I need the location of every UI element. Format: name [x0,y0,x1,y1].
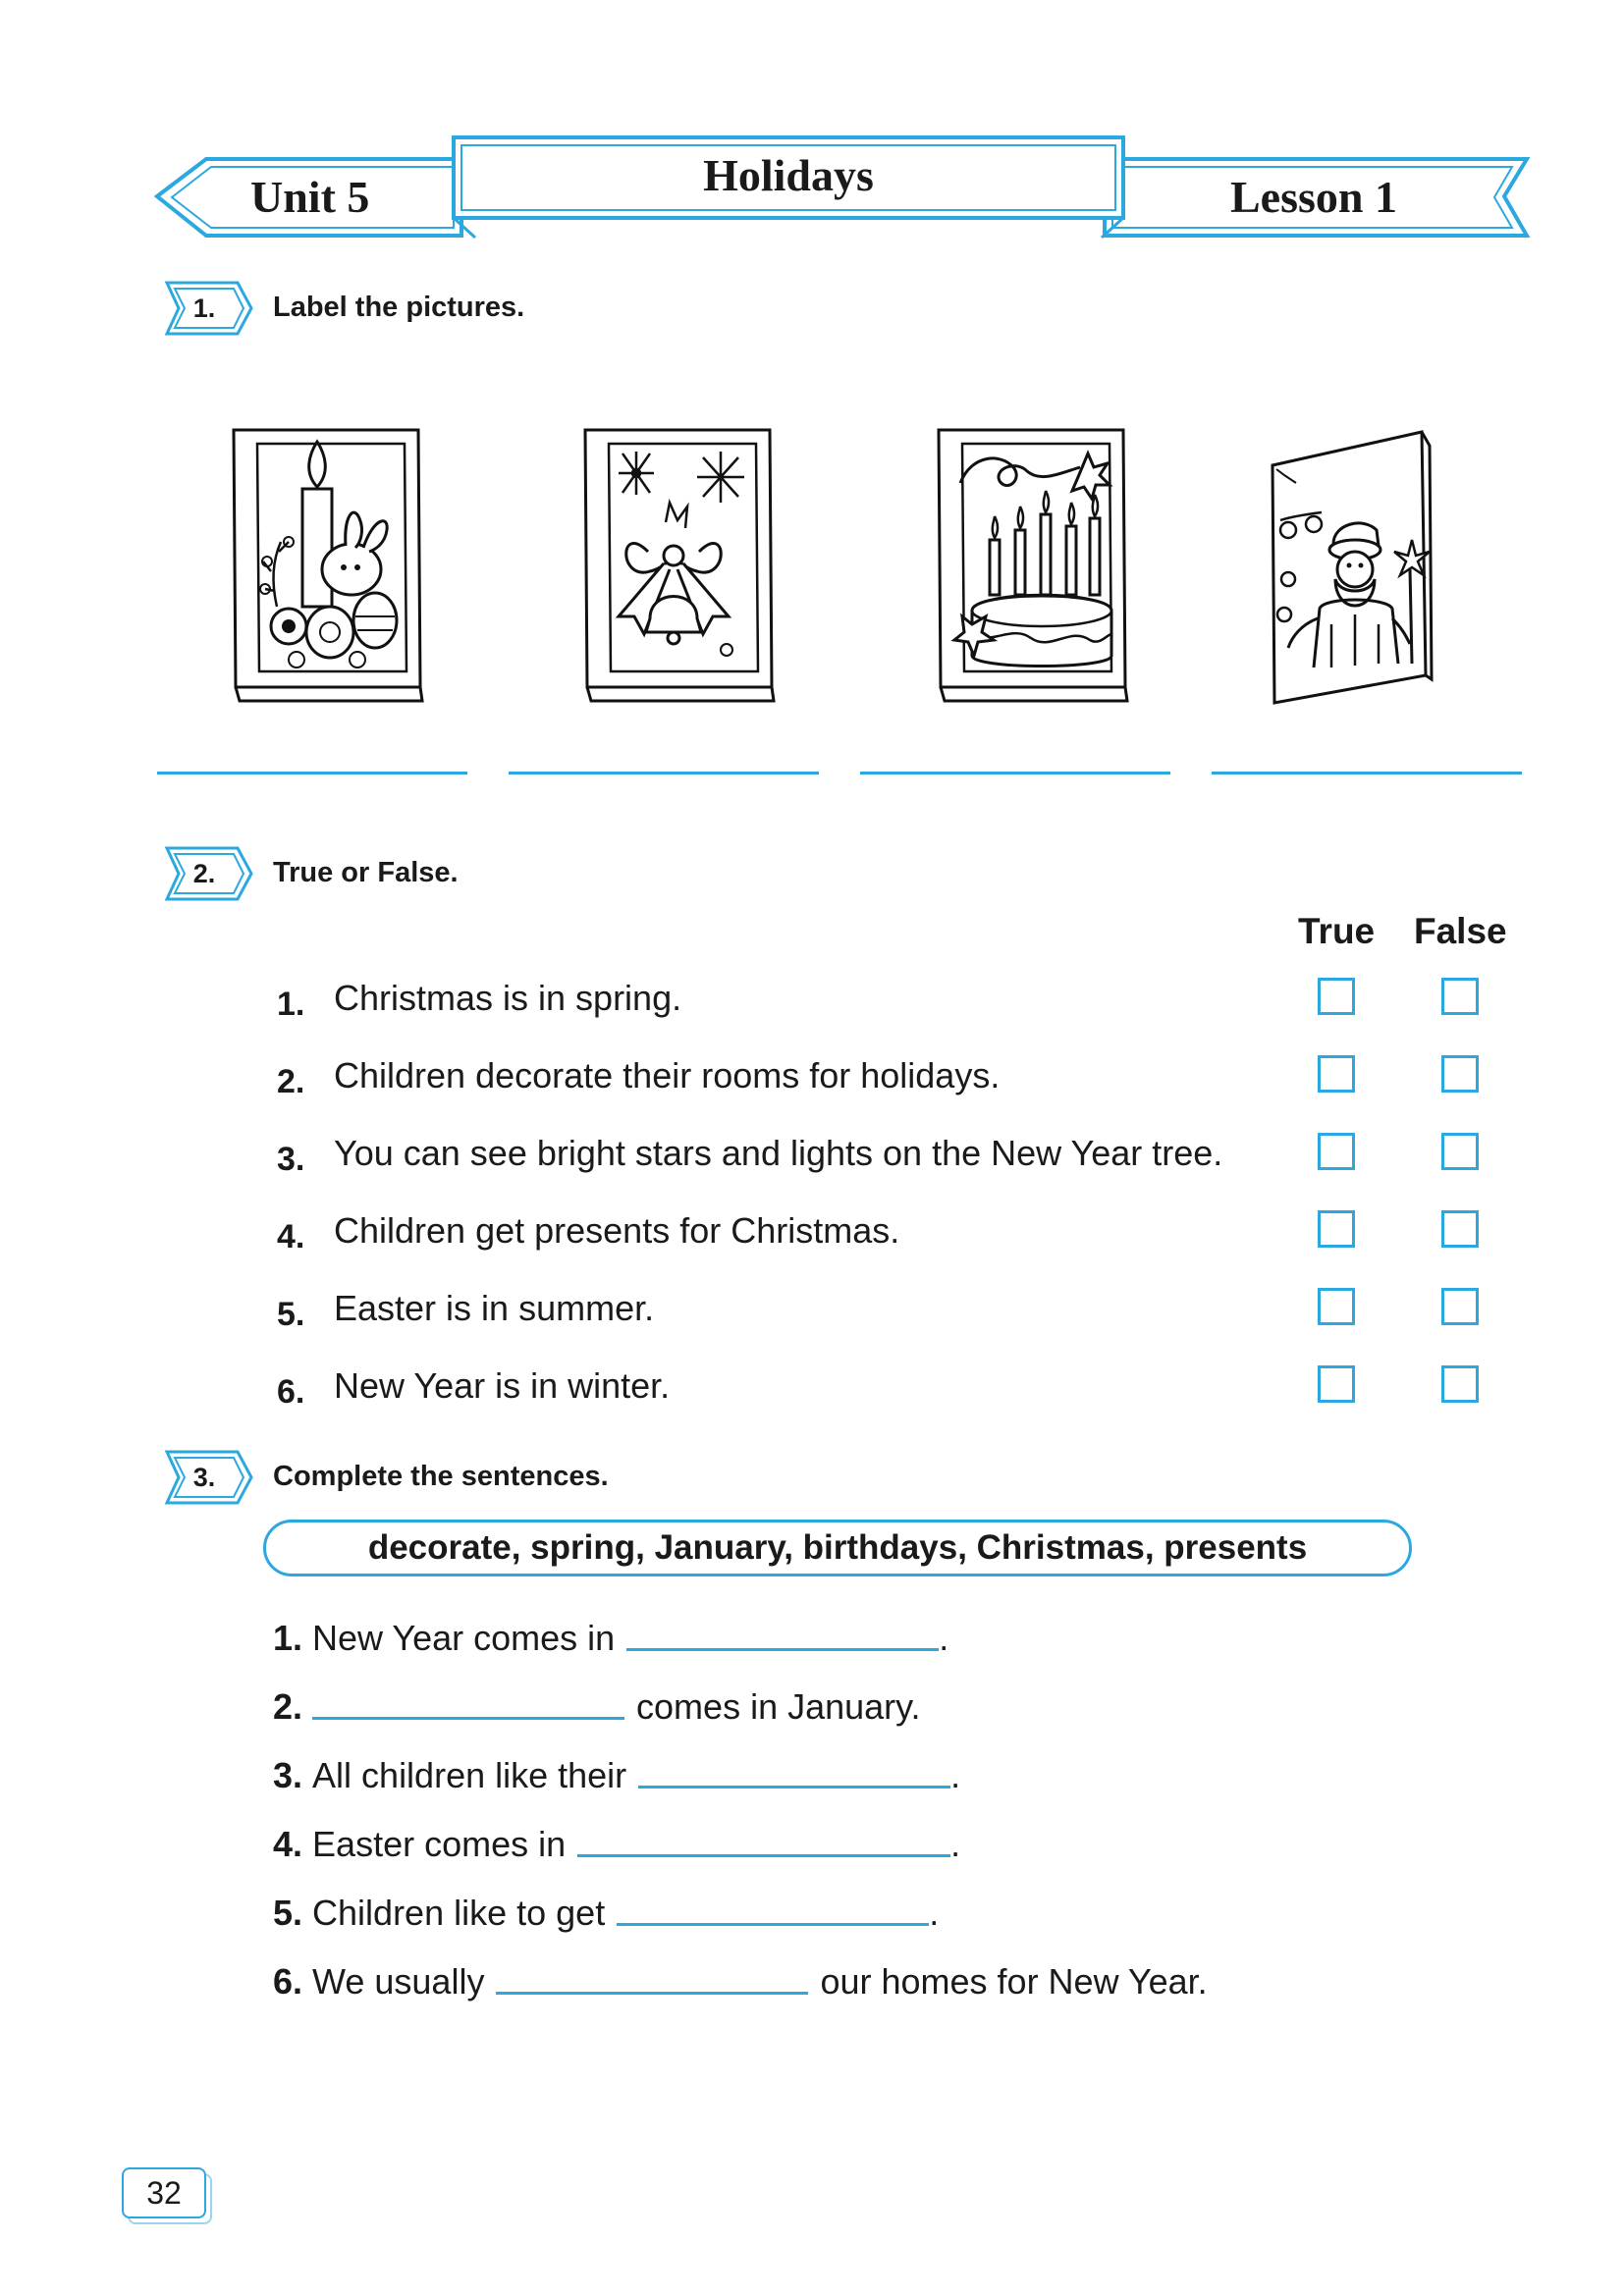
sentence-after: comes in January. [636,1686,921,1727]
true-checkbox[interactable] [1318,1055,1355,1093]
page-number: 32 [122,2167,206,2218]
false-checkbox[interactable] [1441,978,1479,1015]
sentence-number: 6. [273,1961,303,2002]
sentence-2 [273,1686,921,1728]
tf-row [0,1133,1624,1192]
true-column-header: True [1298,911,1376,951]
tf-item-number: 3. [277,1141,305,1178]
tf-item-text: Christmas is in spring. [334,978,682,1018]
sentence-before: All children like their [312,1755,627,1795]
false-checkbox[interactable] [1441,1210,1479,1248]
lesson-label: Lesson 1 [1230,172,1397,222]
label-line-1[interactable] [157,772,467,774]
tf-row [0,1288,1624,1347]
sentence-4 [273,1824,960,1865]
unit-label: Unit 5 [250,172,370,222]
tf-item-number: 1. [277,986,305,1023]
sentence-before: Children like to get [312,1893,606,1933]
exercise-2-instruction: True or False. [273,857,459,888]
sentence-number: 3. [273,1755,303,1795]
sentence-after: . [939,1618,949,1658]
true-checkbox[interactable] [1318,1210,1355,1248]
sentence-number: 1. [273,1618,303,1658]
true-checkbox[interactable] [1318,1365,1355,1403]
easter-card-icon [228,424,430,709]
label-line-2[interactable] [509,772,819,774]
tf-item-number: 5. [277,1296,305,1333]
exercise-1-instruction: Label the pictures. [273,292,525,323]
sentence-before: New Year comes in [312,1618,616,1658]
tf-item-text: You can see bright stars and lights on the New Year tree. [334,1133,1223,1173]
answer-blank[interactable] [617,1922,929,1926]
label-line-4[interactable] [1212,772,1522,774]
sentence-number: 5. [273,1893,303,1933]
new-year-card-icon [1263,422,1479,711]
sentence-6 [273,1961,1208,2002]
tf-item-text: Children get presents for Christmas. [334,1210,900,1251]
exercise-3-instruction: Complete the sentences. [273,1461,609,1492]
true-checkbox[interactable] [1318,1288,1355,1325]
exercise-2-number: 2. [192,858,216,888]
false-column-header: False [1414,911,1507,951]
sentence-5 [273,1893,939,1934]
exercise-3-number: 3. [192,1462,216,1492]
sentence-after: our homes for New Year. [820,1961,1208,2002]
tf-row [0,1365,1624,1424]
answer-blank[interactable] [626,1647,939,1651]
answer-blank[interactable] [577,1853,950,1857]
page-title: Holidays [703,150,874,200]
answer-blank[interactable] [496,1991,808,1995]
tf-row [0,1210,1624,1269]
sentence-number: 2. [273,1686,303,1727]
exercise-1-number: 1. [192,293,216,323]
true-checkbox[interactable] [1318,1133,1355,1170]
false-checkbox[interactable] [1441,1288,1479,1325]
tf-row [0,1055,1624,1114]
tf-item-number: 6. [277,1373,305,1411]
exercise-1-badge [165,279,255,338]
sentence-number: 4. [273,1824,303,1864]
false-checkbox[interactable] [1441,1133,1479,1170]
label-line-3[interactable] [860,772,1170,774]
christmas-card-icon [579,424,782,709]
sentence-before: We usually [312,1961,485,2002]
tf-item-number: 4. [277,1218,305,1255]
sentence-1 [273,1618,948,1659]
sentence-3 [273,1755,960,1796]
exercise-2-badge [165,844,255,903]
sentence-after: . [950,1755,961,1795]
sentence-before: Easter comes in [312,1824,567,1864]
exercise-3-badge [165,1448,255,1507]
sentence-after: . [929,1893,940,1933]
tf-row [0,978,1624,1037]
sentence-after: . [950,1824,961,1864]
false-checkbox[interactable] [1441,1365,1479,1403]
tf-item-text: Children decorate their rooms for holidays. [334,1055,1001,1095]
false-checkbox[interactable] [1441,1055,1479,1093]
tf-item-number: 2. [277,1063,305,1100]
tf-item-text: Easter is in summer. [334,1288,655,1328]
tf-item-text: New Year is in winter. [334,1365,671,1406]
answer-blank[interactable] [312,1716,624,1720]
birthday-card-icon [933,424,1135,709]
true-checkbox[interactable] [1318,978,1355,1015]
answer-blank[interactable] [638,1785,950,1789]
word-box: decorate, spring, January, birthdays, Christmas, presents [263,1520,1412,1576]
